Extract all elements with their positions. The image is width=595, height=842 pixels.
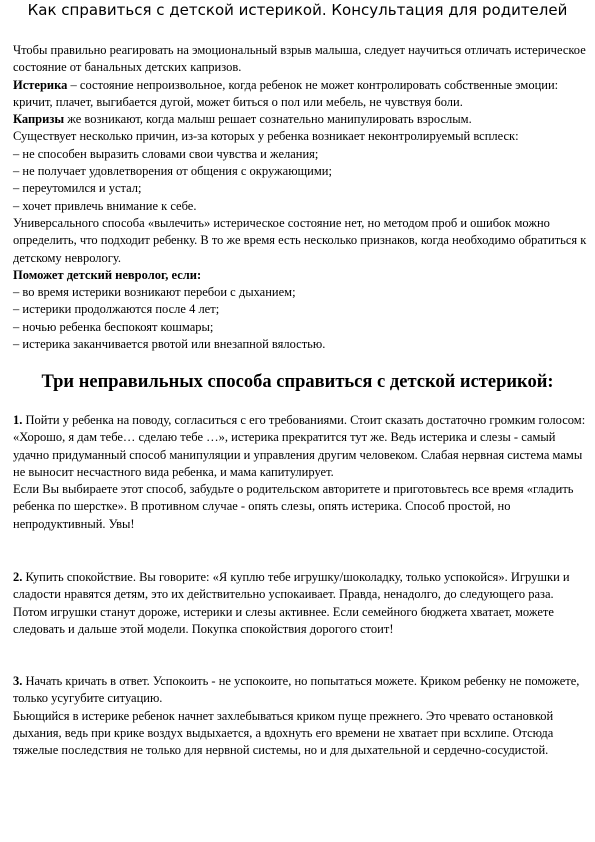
reason-item: – хочет привлечь внимание к себе. [13,198,197,213]
reason-item: – не получает удовлетворения от общения с окружающими; [13,164,332,179]
way-1-paragraph-2: Если Вы выбираете этот способ, забудьте о родительском авторитете и приготовьтесь все время «гладить ребенка по шерстке». В противном случае - опять слезы, опять истерика. Способ простой, но непродуктивный. Увы! [13,482,574,531]
way-2-paragraph [13,569,588,604]
way-1-number: 1. [13,413,23,427]
hysteria-term: Истерика [13,77,68,92]
neurologist-heading: Поможет детский невролог, если: [13,267,202,282]
neurologist-item: – во время истерики возникают перебои с дыханием; [13,285,296,300]
section-heading: Три неправильных способа справиться с детской истерикой: [41,372,554,392]
intro-paragraph: Чтобы правильно реагировать на эмоциональный взрыв малыша, следует научиться отличать истерическое состояние от банальных детских капризов. [13,43,586,75]
way-1 [13,412,588,533]
neurologist-item: – истерика заканчивается рвотой или внезапной вялостью. [13,337,326,352]
reason-item: – переутомился и устал; [13,181,142,196]
way-2-text: Купить спокойствие. Вы говорите: «Я куплю тебе игрушку/шоколадку, только успокойся». Игрушки и сладости нравятся детям, это их действительно успокаивает. Правда, ненадолго, до следующего раза. [13,570,570,602]
way-2-number: 2. [13,570,23,584]
reason-item: – не способен выразить словами свои чувства и желания; [13,146,319,161]
way-3 [13,673,588,759]
way-1-paragraph [13,412,588,481]
neurologist-item: – ночью ребенка беспокоят кошмары; [13,319,214,334]
way-3-paragraph [13,673,588,708]
intro-section [13,42,588,353]
way-3-number: 3. [13,674,23,688]
universal-paragraph: Универсального способа «вылечить» истерическое состояние нет, но методом проб и ошибок можно определить, что подходит ребенку. В то же время есть несколько признаков, когда необходимо обратиться к детскому неврологу. [13,215,587,265]
way-1-text: Пойти у ребенка на поводу, согласиться с его требованиями. Стоит сказать достаточно громким голосом: «Хорошо, я дам тебе… сделаю тебе …», истерика прекратится тут же. Ведь истерика и слезы - самый удачно придуманный способ манипуляции и управления другим человеком. Слабая нервная система мамы не выносит несчастного вида ребенка, и мама капитулирует. [13,413,586,479]
whims-definition [13,111,588,128]
reasons-intro: Существует несколько причин, из-за которых у ребенка возникает неконтролируемый всплеск: [13,129,519,144]
neurologist-item: – истерики продолжаются после 4 лет; [13,302,220,317]
way-3-text: Начать кричать в ответ. Успокоить - не успокоите, но попытаться можете. Криком ребенку не поможете, только усугубите ситуацию. [13,674,580,706]
way-3-paragraph-2: Бьющийся в истерике ребенок начнет захлебываться криком пуще прежнего. Это чревато остановкой дыхания, ведь при крике воздух выдыхается, а вдохнуть его времени не хватает при всхлипе. Отсюда тяжелые последствия не только для нервной системы, но и для дыхательной и сердечно-сосудистой. [13,708,554,758]
page-title: Как справиться с детской истерикой. Консультация для родителей [27,1,568,19]
way-2 [13,569,588,638]
way-2-paragraph-2: Потом игрушки станут дороже, истерики и слезы активнее. Если семейного бюджета хватает, можете следовать и дальше этой модели. Покупка спокойствия дорогого стоит! [13,604,554,636]
hysteria-definition [13,77,588,112]
hysteria-text: – состояние непроизвольное, когда ребенок не может контролировать собственные эмоции: кричит, плачет, выгибается дугой, может биться о пол или мебель, не чувствуя боли. [13,77,559,109]
whims-term: Капризы [13,112,65,127]
whims-text: же возникают, когда малыш решает сознательно манипулировать взрослым. [64,112,472,127]
